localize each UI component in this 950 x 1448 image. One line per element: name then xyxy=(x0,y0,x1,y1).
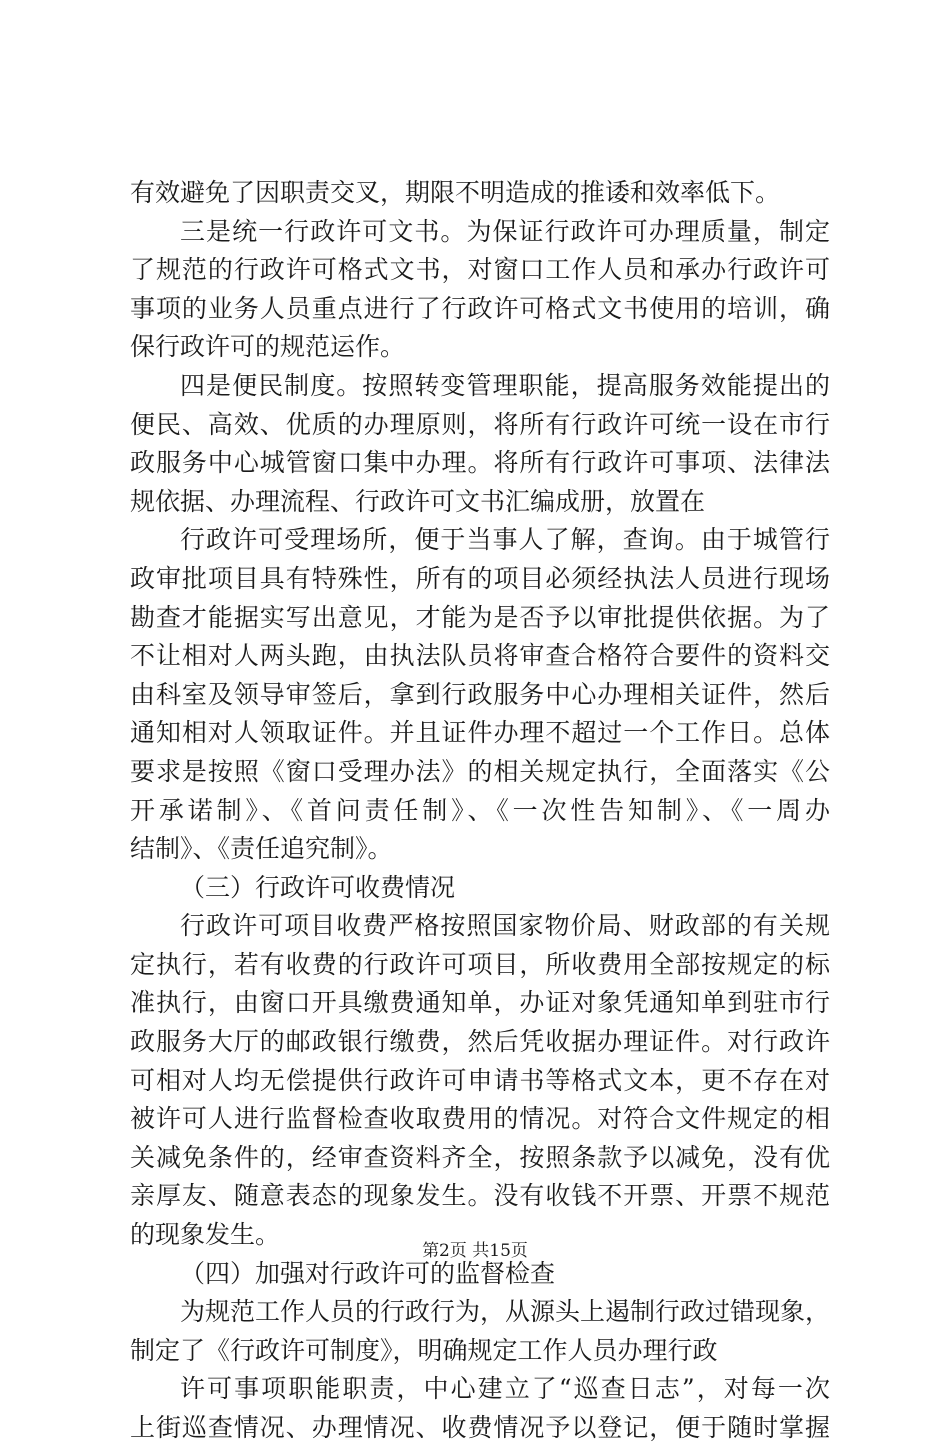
text-line: 了规范的行政许可格式文书，对窗口工作人员和承办行政许可 xyxy=(130,255,830,285)
text-line: 被许可人进行监督检查收取费用的情况。对符合文件规定的相 xyxy=(130,1104,830,1134)
text-line: 不让相对人两头跑，由执法队员将审查合格符合要件的资料交 xyxy=(130,641,830,671)
text-line: 为规范工作人员的行政行为，从源头上遏制行政过错现象， xyxy=(180,1297,831,1327)
text-line: 亲厚友、随意表态的现象发生。没有收钱不开票、开票不规范 xyxy=(130,1181,830,1211)
text-line: 行政许可项目收费严格按照国家物价局、财政部的有关规 xyxy=(180,911,830,941)
text-line: 通知相对人领取证件。并且证件办理不超过一个工作日。总体 xyxy=(130,718,830,748)
text-line: 许可事项职能职责，中心建立了“巡查日志”，对每一次 xyxy=(180,1374,830,1404)
text-line: 开承诺制》、《首问责任制》、《一次性告知制》、《一周办 xyxy=(130,795,830,825)
text-line: 行政许可受理场所，便于当事人了解，查询。由于城管行 xyxy=(180,525,830,555)
page-footer: 第2页 共15页 xyxy=(422,1241,528,1261)
text-line: 关减免条件的，经审查资料齐全，按照条款予以减免，没有优 xyxy=(130,1142,830,1172)
text-line: （四）加强对行政许可的监督检查 xyxy=(180,1258,556,1288)
text-line: 准执行，由窗口开具缴费通知单，办证对象凭通知单到驻市行 xyxy=(130,988,830,1018)
text-line: 勘查才能据实写出意见，才能为是否予以审批提供依据。为了 xyxy=(130,602,830,632)
text-line: 政审批项目具有特殊性，所有的项目必须经执法人员进行现场 xyxy=(130,563,830,593)
text-line: 上街巡查情况、办理情况、收费情况予以登记，便于随时掌握 xyxy=(130,1413,830,1442)
text-line: 由科室及领导审签后，拿到行政服务中心办理相关证件，然后 xyxy=(130,679,830,709)
text-line: 政服务大厅的邮政银行缴费，然后凭收据办理证件。对行政许 xyxy=(130,1027,830,1057)
text-line: （三）行政许可收费情况 xyxy=(180,872,456,902)
text-line: 三是统一行政许可文书。为保证行政许可办理质量，制定 xyxy=(180,216,830,246)
text-line: 制定了《行政许可制度》，明确规定工作人员办理行政 xyxy=(130,1335,718,1365)
text-line: 事项的业务人员重点进行了行政许可格式文书使用的培训，确 xyxy=(130,293,830,323)
text-line: 便民、高效、优质的办理原则，将所有行政许可统一设在市行 xyxy=(130,409,830,439)
text-line: 保行政许可的规范运作。 xyxy=(130,332,406,362)
text-line: 要求是按照《窗口受理办法》的相关规定执行，全面落实《公 xyxy=(130,756,830,786)
text-line: 定执行，若有收费的行政许可项目，所收费用全部按规定的标 xyxy=(130,949,830,979)
text-line: 规依据、办理流程、行政许可文书汇编成册，放置在 xyxy=(130,486,706,516)
text-line: 的现象发生。 xyxy=(130,1220,281,1250)
text-line: 结制》、《责任追究制》。 xyxy=(130,834,393,864)
text-line: 有效避免了因职责交叉，期限不明造成的推诿和效率低下。 xyxy=(130,178,781,207)
text-line: 政服务中心城管窗口集中办理。将所有行政许可事项、法律法 xyxy=(130,448,830,478)
text-line: 四是便民制度。按照转变管理职能，提高服务效能提出的 xyxy=(180,370,830,400)
text-line: 可相对人均无偿提供行政许可申请书等格式文本，更不存在对 xyxy=(130,1065,830,1095)
